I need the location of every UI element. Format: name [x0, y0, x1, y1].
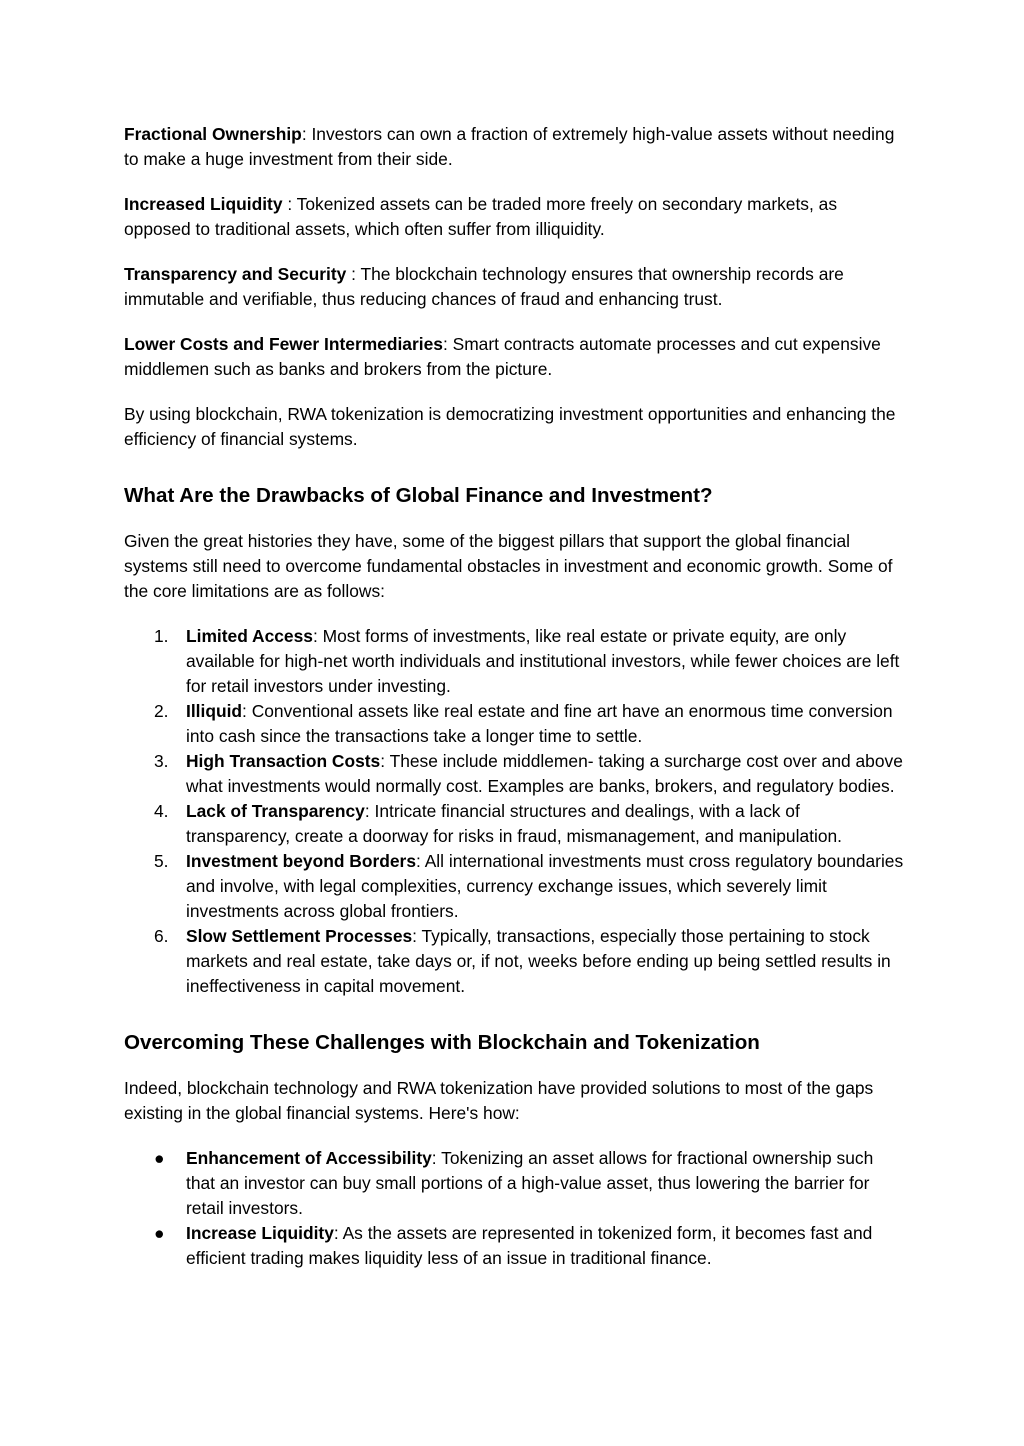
list-item-text: : Conventional assets like real estate and fine art have an enormous time conversion into cash since the transactions take a longer time to settle.	[186, 701, 893, 746]
numbered-list-drawbacks	[124, 624, 904, 999]
list-item	[124, 749, 904, 799]
list-marker: 5.	[154, 851, 169, 871]
bullet-list-solutions	[124, 1146, 904, 1271]
summary-paragraph: By using blockchain, RWA tokenization is democratizing investment opportunities and enhancing the efficiency of financial systems.	[124, 404, 896, 449]
document-page	[124, 122, 904, 1271]
list-item-term: Illiquid	[186, 701, 243, 721]
paragraph-text: : Tokenized assets can be traded more freely on secondary markets, as opposed to traditional assets, which often suffer from illiquidity.	[124, 194, 838, 239]
list-item-text: : Tokenizing an asset allows for fractional ownership such that an investor can buy small portions of a high-value asset, thus lowering the barrier for retail investors.	[186, 1148, 874, 1218]
list-item-text: : As the assets are represented in tokenized form, it becomes fast and efficient trading makes liquidity less of an issue in traditional finance.	[186, 1223, 873, 1268]
paragraph-text: : The blockchain technology ensures that ownership records are immutable and verifiable, thus reducing chances of fraud and enhancing trust.	[124, 264, 844, 309]
section-heading-drawbacks: What Are the Drawbacks of Global Finance and Investment?	[124, 484, 713, 507]
paragraph-text: : Smart contracts automate processes and cut expensive middlemen such as banks and brokers from the picture.	[124, 334, 881, 379]
list-item-term: Enhancement of Accessibility	[186, 1148, 432, 1168]
list-item-term: Limited Access	[186, 626, 313, 646]
list-item-text: : Typically, transactions, especially those pertaining to stock markets and real estate, take days or, if not, weeks before ending up being settled results in ineffectiveness in capital movement.	[186, 926, 891, 996]
list-item-text: : All international investments must cross regulatory boundaries and involve, with legal complexities, currency exchange issues, which severely limit investments across global frontiers.	[186, 851, 904, 921]
paragraph-text: : Investors can own a fraction of extremely high-value assets without needing to make a huge investment from their side.	[124, 124, 895, 169]
bullet-marker: ●	[154, 1148, 165, 1168]
paragraph-fractional-ownership	[124, 122, 904, 172]
list-item-text: : Intricate financial structures and dealings, with a lack of transparency, create a doorway for risks in fraud, mismanagement, and manipulation.	[186, 801, 843, 846]
list-item-term: High Transaction Costs	[186, 751, 381, 771]
paragraph-increased-liquidity	[124, 192, 904, 242]
list-marker: 2.	[154, 701, 169, 721]
term-transparency-security: Transparency and Security	[124, 264, 347, 284]
list-item	[124, 799, 904, 849]
list-item	[124, 849, 904, 924]
list-item-term: Lack of Transparency	[186, 801, 365, 821]
list-item	[124, 624, 904, 699]
list-item-text: : Most forms of investments, like real estate or private equity, are only available for high-net worth individuals and institutional investors, while fewer choices are left for retail investors under investing.	[186, 626, 900, 696]
bullet-marker: ●	[154, 1223, 165, 1243]
list-item-term: Slow Settlement Processes	[186, 926, 413, 946]
list-item-term: Investment beyond Borders	[186, 851, 416, 871]
list-item-text: : These include middlemen- taking a surcharge cost over and above what investments would normally cost. Examples are banks, brokers, and regulatory bodies.	[186, 751, 903, 796]
list-item	[124, 1146, 904, 1221]
list-marker: 1.	[154, 626, 169, 646]
term-lower-costs: Lower Costs and Fewer Intermediaries	[124, 334, 443, 354]
term-fractional-ownership: Fractional Ownership	[124, 124, 302, 144]
list-item	[124, 699, 904, 749]
section-intro-overcoming: Indeed, blockchain technology and RWA tokenization have provided solutions to most of the gaps existing in the global financial systems. Here's how:	[124, 1078, 874, 1123]
list-item-term: Increase Liquidity	[186, 1223, 334, 1243]
paragraph-lower-costs	[124, 332, 904, 382]
section-intro-drawbacks: Given the great histories they have, some of the biggest pillars that support the global financial systems still need to overcome fundamental obstacles in investment and economic growth. Some of the core limitations are as follows:	[124, 531, 893, 601]
list-marker: 4.	[154, 801, 169, 821]
list-item	[124, 1221, 904, 1271]
section-heading-overcoming: Overcoming These Challenges with Blockchain and Tokenization	[124, 1031, 760, 1054]
paragraph-transparency-security	[124, 262, 904, 312]
list-item	[124, 924, 904, 999]
term-increased-liquidity: Increased Liquidity	[124, 194, 283, 214]
list-marker: 3.	[154, 751, 169, 771]
list-marker: 6.	[154, 926, 169, 946]
